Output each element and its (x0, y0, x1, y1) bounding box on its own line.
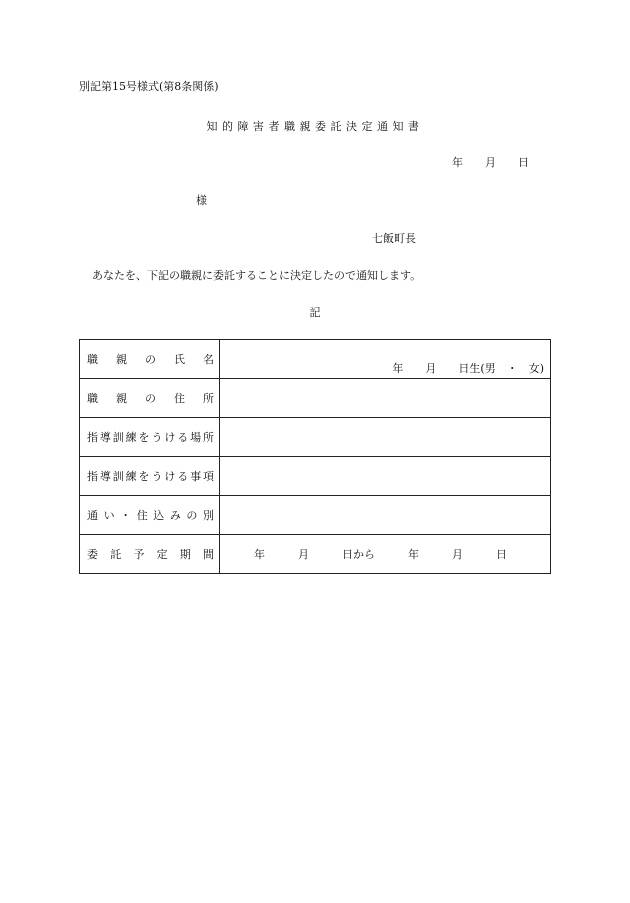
document-title: 知的障害者職親委託決定通知書 (206, 120, 424, 133)
table-row (80, 535, 551, 574)
row-label: 職親の氏名 (87, 353, 214, 366)
row-label-cell (80, 496, 220, 535)
period-value-cell (220, 535, 551, 574)
row-label: 委託予定期間 (87, 548, 214, 561)
row-label: 通い・住込みの別 (87, 509, 214, 522)
row-label-cell (80, 340, 220, 379)
addressee-suffix: 様 (196, 194, 207, 207)
birth-date-gender-text: 年 月 日生(男 ・ 女) (392, 362, 544, 375)
table-row (80, 496, 551, 535)
details-table (79, 339, 551, 574)
form-number-label: 別記第15号様式(第8条関係) (79, 80, 219, 93)
row-label-cell (80, 418, 220, 457)
row-label: 職親の住所 (87, 392, 214, 405)
training-items-value-cell (220, 457, 551, 496)
commute-live-in-value-cell (220, 496, 551, 535)
period-text: 年 月 日から 年 月 日 (254, 548, 507, 561)
notice-body-text: あなたを、下記の職親に委託することに決定したので通知します。 (92, 269, 422, 282)
table-row (80, 379, 551, 418)
ki-heading: 記 (309, 306, 321, 319)
row-label-cell (80, 379, 220, 418)
date-line: 年 月 日 (452, 156, 529, 169)
row-label: 指導訓練をうける事項 (87, 470, 214, 483)
address-value-cell (220, 379, 551, 418)
row-label-cell (80, 457, 220, 496)
table-row (80, 418, 551, 457)
row-label: 指導訓練をうける場所 (87, 431, 214, 444)
foster-name-value-cell (220, 340, 551, 379)
table-row (80, 340, 551, 379)
table-row (80, 457, 551, 496)
row-label-cell (80, 535, 220, 574)
training-place-value-cell (220, 418, 551, 457)
issuer-name: 七飯町長 (372, 232, 416, 245)
